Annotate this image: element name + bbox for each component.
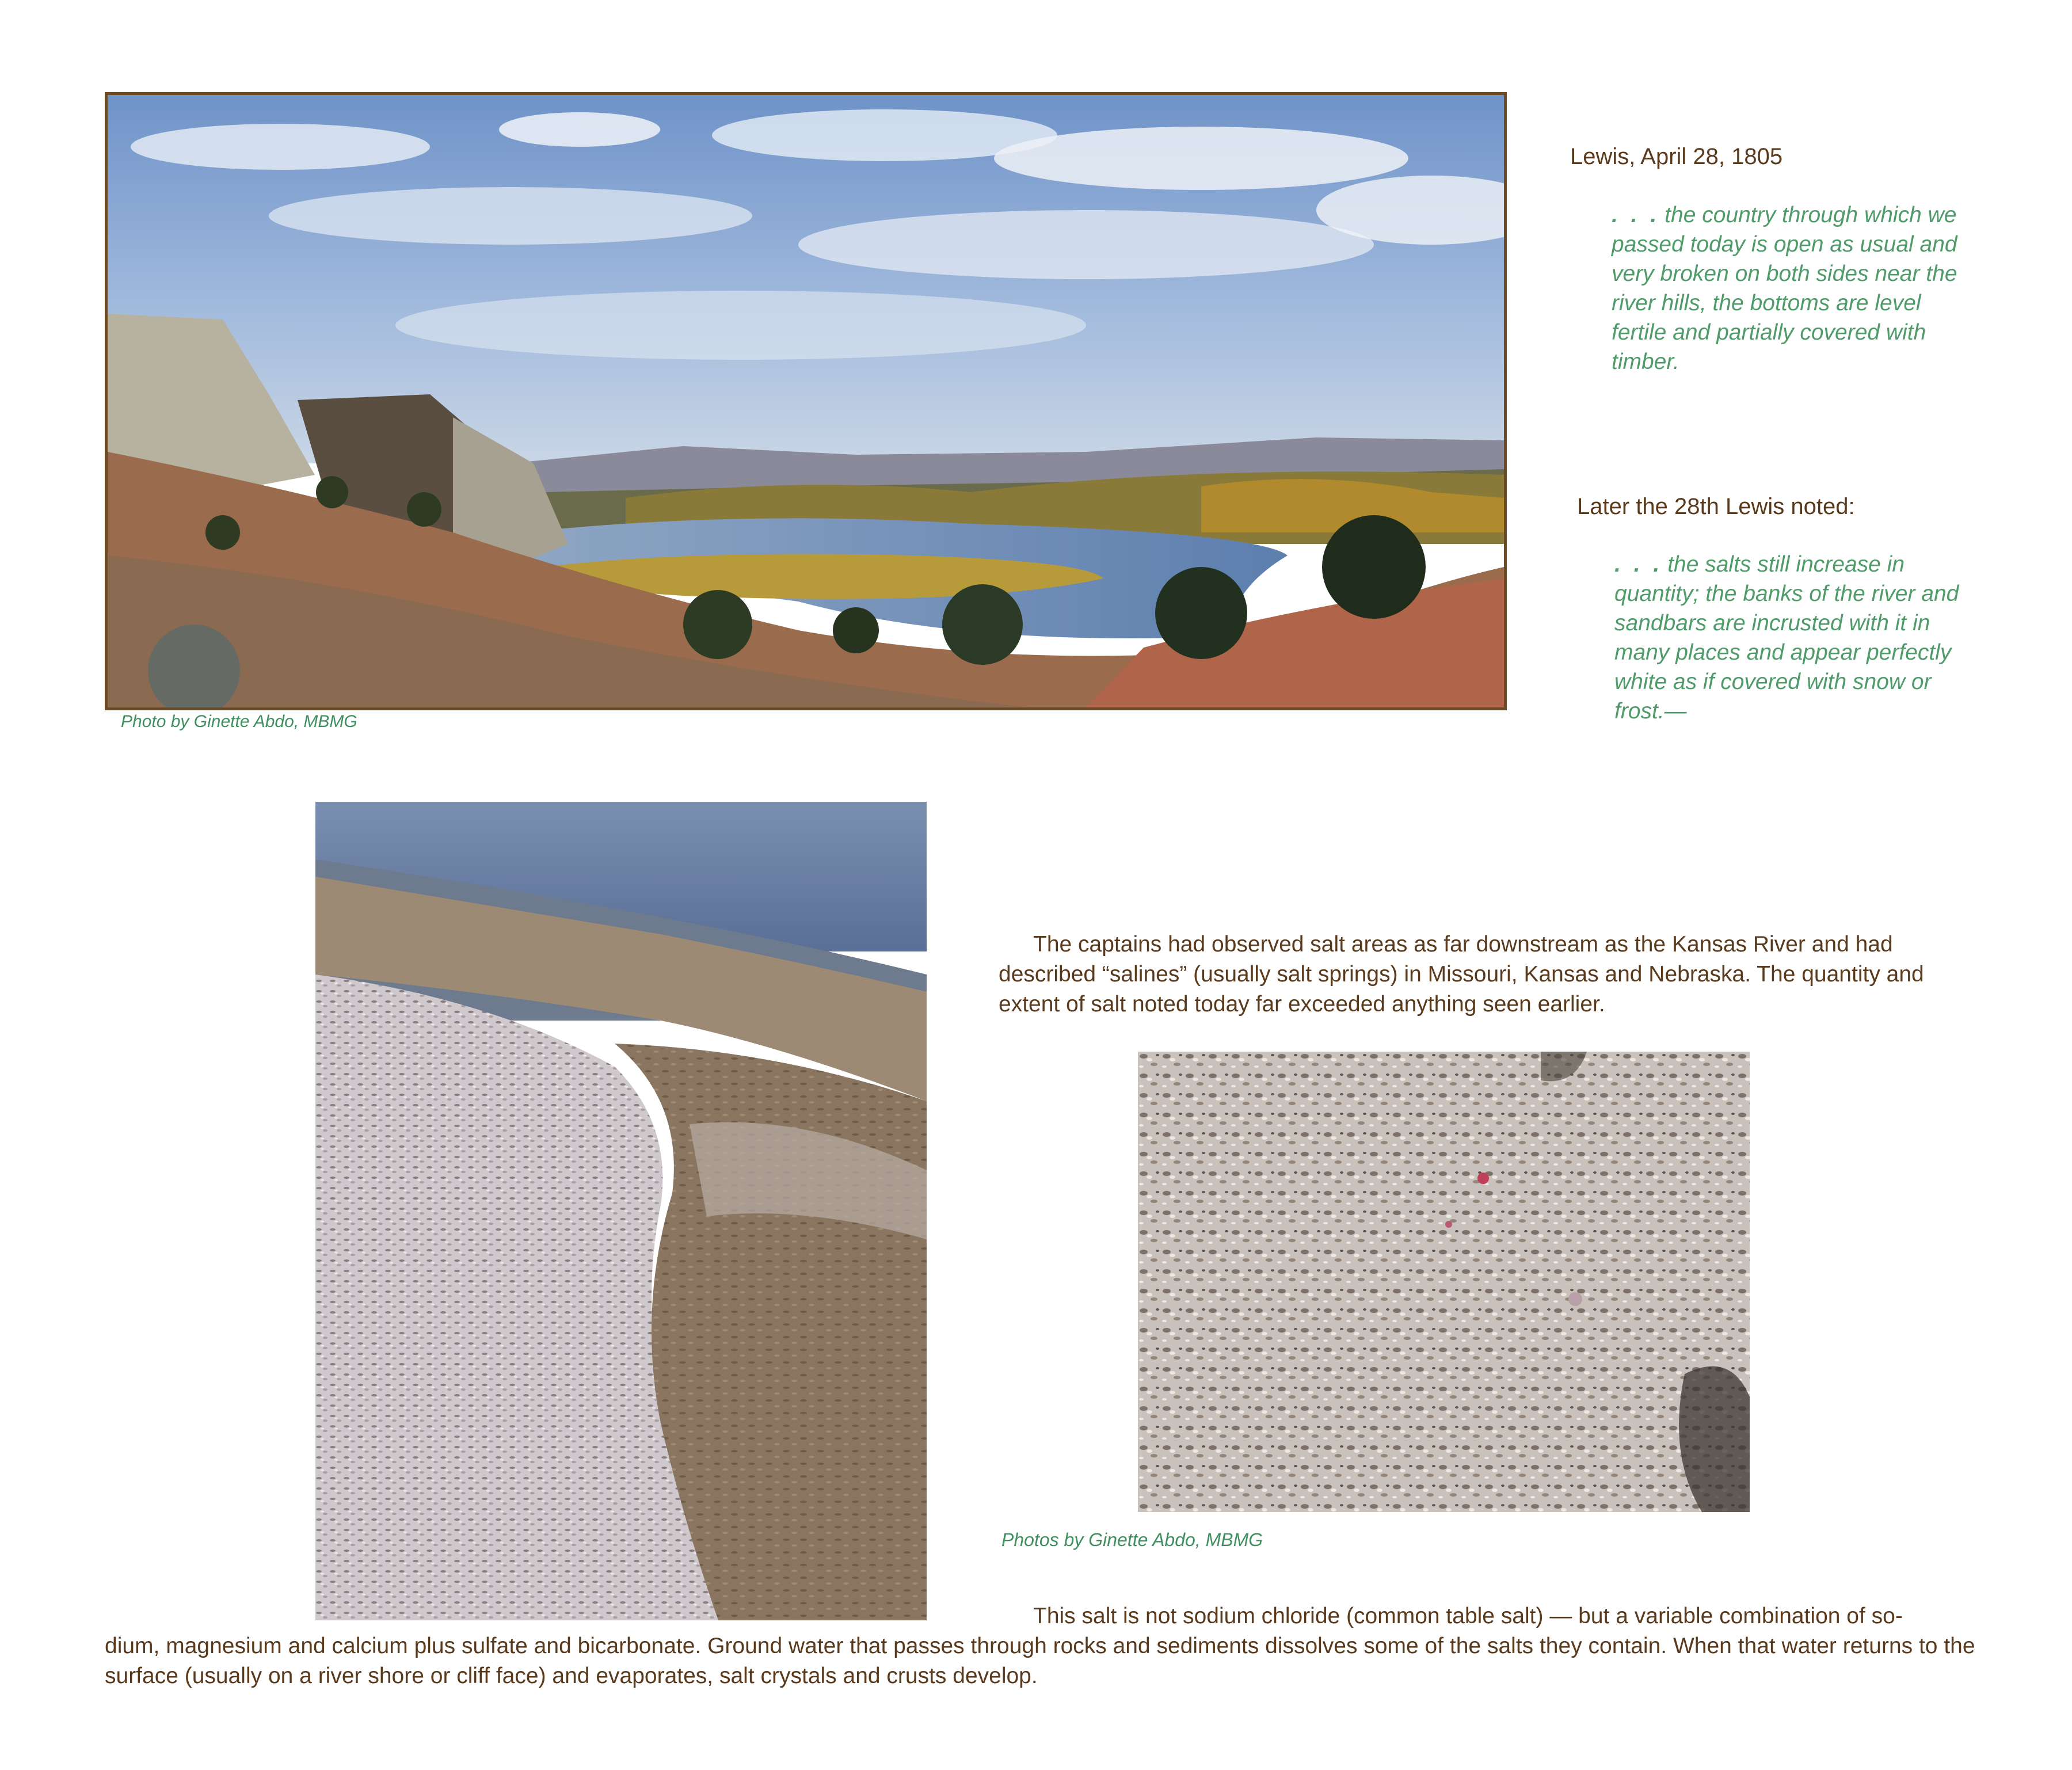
salt-crystals-closeup-photo xyxy=(1138,1052,1750,1512)
paragraph-salines: The captains had observed salt areas as far downstream as the Kansas River and had described “salines” (usually salt springs) in Missouri, Kansas and Nebraska. The quantity and extent of salt noted today far exceeded anything seen earlier. xyxy=(999,932,1924,1017)
landscape-photo xyxy=(105,92,1507,710)
salt-shore-photo xyxy=(315,802,927,1620)
top-photo-caption: Photo by Ginette Abdo, MBMG xyxy=(121,712,357,731)
quote2-text: the salts still increase in quantity; the banks of the river and sandbars are incrusted with it in many places and appear perfectly white as if covered with snow or frost.— xyxy=(1614,552,1959,724)
quote2-ellipsis: . . . xyxy=(1614,552,1663,577)
paragraph-salt-composition-first-line: This salt is not sodium chloride (common table salt) — but a variable combination of so- xyxy=(1033,1604,1903,1628)
bottom-photos-caption: Photos by Ginette Abdo, MBMG xyxy=(1001,1529,1263,1550)
paragraph-salt-composition-rest: dium, magnesium and calcium plus sulfate and bicarbonate. Ground water that passes through rocks and sediments dissolves some of the salts they contain. When that water returns to the surface (usually on a river shore or cliff face) and evaporates, salt crystals and crusts develop. xyxy=(105,1634,1975,1688)
quote2-body xyxy=(1614,550,1983,726)
quote1-body xyxy=(1612,200,1980,376)
quote2-heading: Later the 28th Lewis noted: xyxy=(1577,494,1855,519)
quote1-ellipsis: . . . xyxy=(1612,203,1660,227)
quote1-text: the country through which we passed today is open as usual and very broken on both sides near the river hills, the bottoms are level fertile and partially covered with timber. xyxy=(1612,203,1957,374)
quote1-heading: Lewis, April 28, 1805 xyxy=(1570,144,1783,169)
